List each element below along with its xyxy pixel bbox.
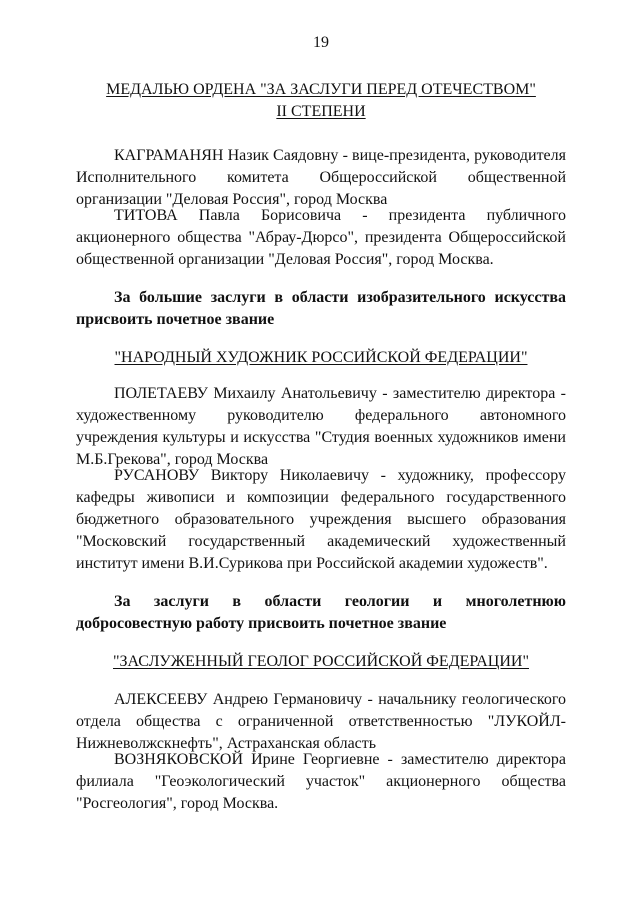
geology-title-heading: "ЗАСЛУЖЕННЫЙ ГЕОЛОГ РОССИЙСКОЙ ФЕДЕРАЦИИ"	[113, 653, 529, 670]
art-title-intro: За большие заслуги в области изобразительного искусства присвоить почетное звание	[76, 289, 566, 328]
medal-heading-line1: МЕДАЛЬЮ ОРДЕНА "ЗА ЗАСЛУГИ ПЕРЕД ОТЕЧЕСТВОМ"	[106, 81, 536, 98]
geology-title-intro: За заслуги в области геологии и многолетнюю добросовестную работу присвоить почетное звание	[76, 593, 566, 632]
award-entry-alekseev: АЛЕКСЕЕВУ Андрею Германовичу - начальнику геологического отдела общества с ограниченной ответственностью "ЛУКОЙЛ-Нижневолжскнефть", Астраханская область	[76, 691, 566, 752]
award-entry-kagramanyan: КАГРАМАНЯН Назик Саядовну - вице-президента, руководителя Исполнительного комитета Общероссийской общественной организации "Деловая Россия", город Москва	[76, 147, 566, 208]
art-title-heading: "НАРОДНЫЙ ХУДОЖНИК РОССИЙСКОЙ ФЕДЕРАЦИИ"	[114, 349, 528, 366]
page-number: 19	[313, 34, 329, 51]
medal-heading-line2: II СТЕПЕНИ	[276, 103, 366, 120]
medal-heading	[76, 79, 566, 123]
document-page	[76, 0, 566, 905]
award-entry-titov: ТИТОВА Павла Борисовича - президента публичного акционерного общества "Абрау-Дюрсо", президента Общероссийской общественной организации "Деловая Россия", город Москва.	[76, 207, 566, 268]
award-entry-rusanov: РУСАНОВУ Виктору Николаевичу - художнику, профессору кафедры живописи и композиции федерального государственного бюджетного образовательного учреждения высшего образования "Московский государственный академический художественный институт имени В.И.Сурикова при Российской академии художеств".	[76, 467, 566, 572]
award-entry-voznyakovskaya: ВОЗНЯКОВСКОЙ Ирине Георгиевне - заместителю директора филиала "Геоэкологический участок" акционерного общества "Росгеология", город Москва.	[76, 751, 566, 812]
award-entry-poletaev: ПОЛЕТАЕВУ Михаилу Анатольевичу - заместителю директора - художественному руководителю федерального автономного учреждения культуры и искусства "Студия военных художников имени М.Б.Грекова", город Москва	[76, 385, 566, 468]
